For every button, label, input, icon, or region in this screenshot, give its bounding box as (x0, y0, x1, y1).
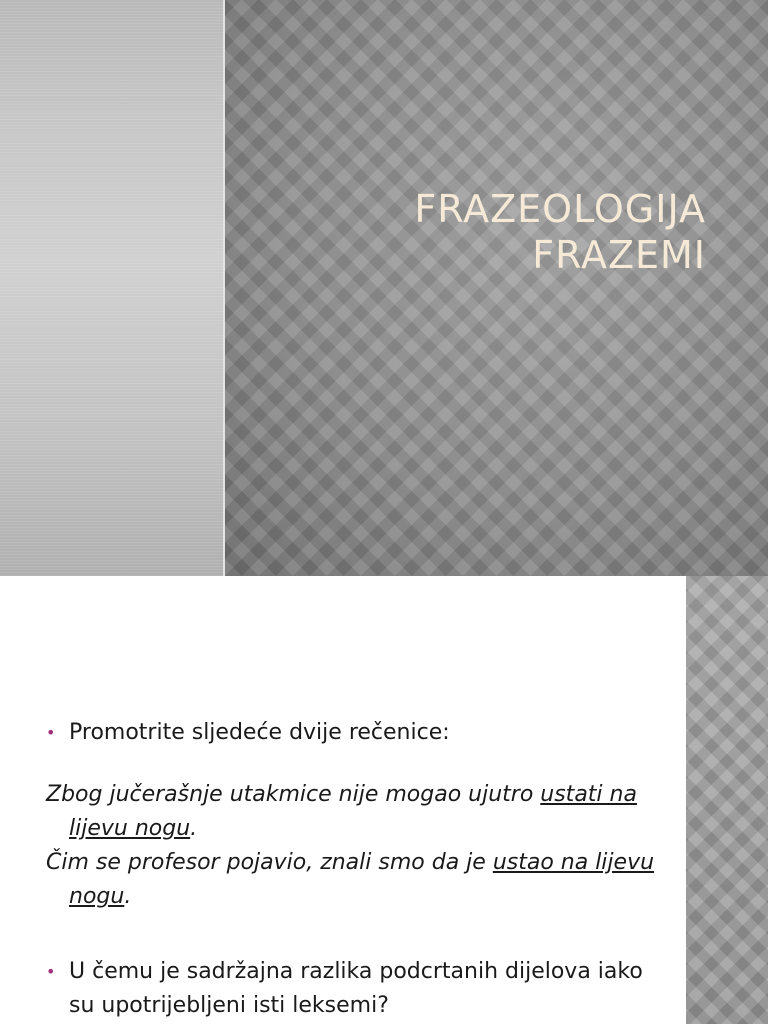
content-slide (0, 576, 768, 1024)
example-1-underlined-phrase: ustati na lijevu nogu (69, 782, 637, 841)
bullet-dot-icon: • (46, 962, 56, 981)
bullet-item-1 (46, 716, 666, 750)
bullet-item-2 (46, 955, 666, 1023)
bullet-text-1: Promotrite sljedeće dvije rečenice: (69, 720, 450, 745)
example-2-after: . (124, 884, 132, 909)
example-2-underlined-phrase: ustao na lijevu nogu (69, 850, 655, 909)
slide-body (46, 716, 666, 1023)
bullet-dot-icon: • (46, 723, 56, 742)
bullet-text-2: U čemu je sadržajna razlika podcrtanih dijelova iako su upotrijebljeni isti leksemi? (69, 959, 643, 1018)
example-1-before: Zbog jučerašnje utakmice nije mogao ujutro (46, 782, 541, 807)
slide-title (414, 186, 706, 278)
example-2-before: Čim se profesor pojavio, znali smo da je (46, 850, 493, 875)
side-pattern-strip (686, 576, 768, 1024)
title-line-1: FRAZEOLOGIJA (414, 187, 706, 231)
left-texture-panel (0, 0, 223, 576)
title-line-2: FRAZEMI (532, 233, 706, 277)
example-sentence-2 (46, 846, 666, 914)
right-pattern-panel (225, 0, 768, 576)
example-sentence-1 (46, 778, 666, 846)
example-1-after: . (190, 816, 198, 841)
